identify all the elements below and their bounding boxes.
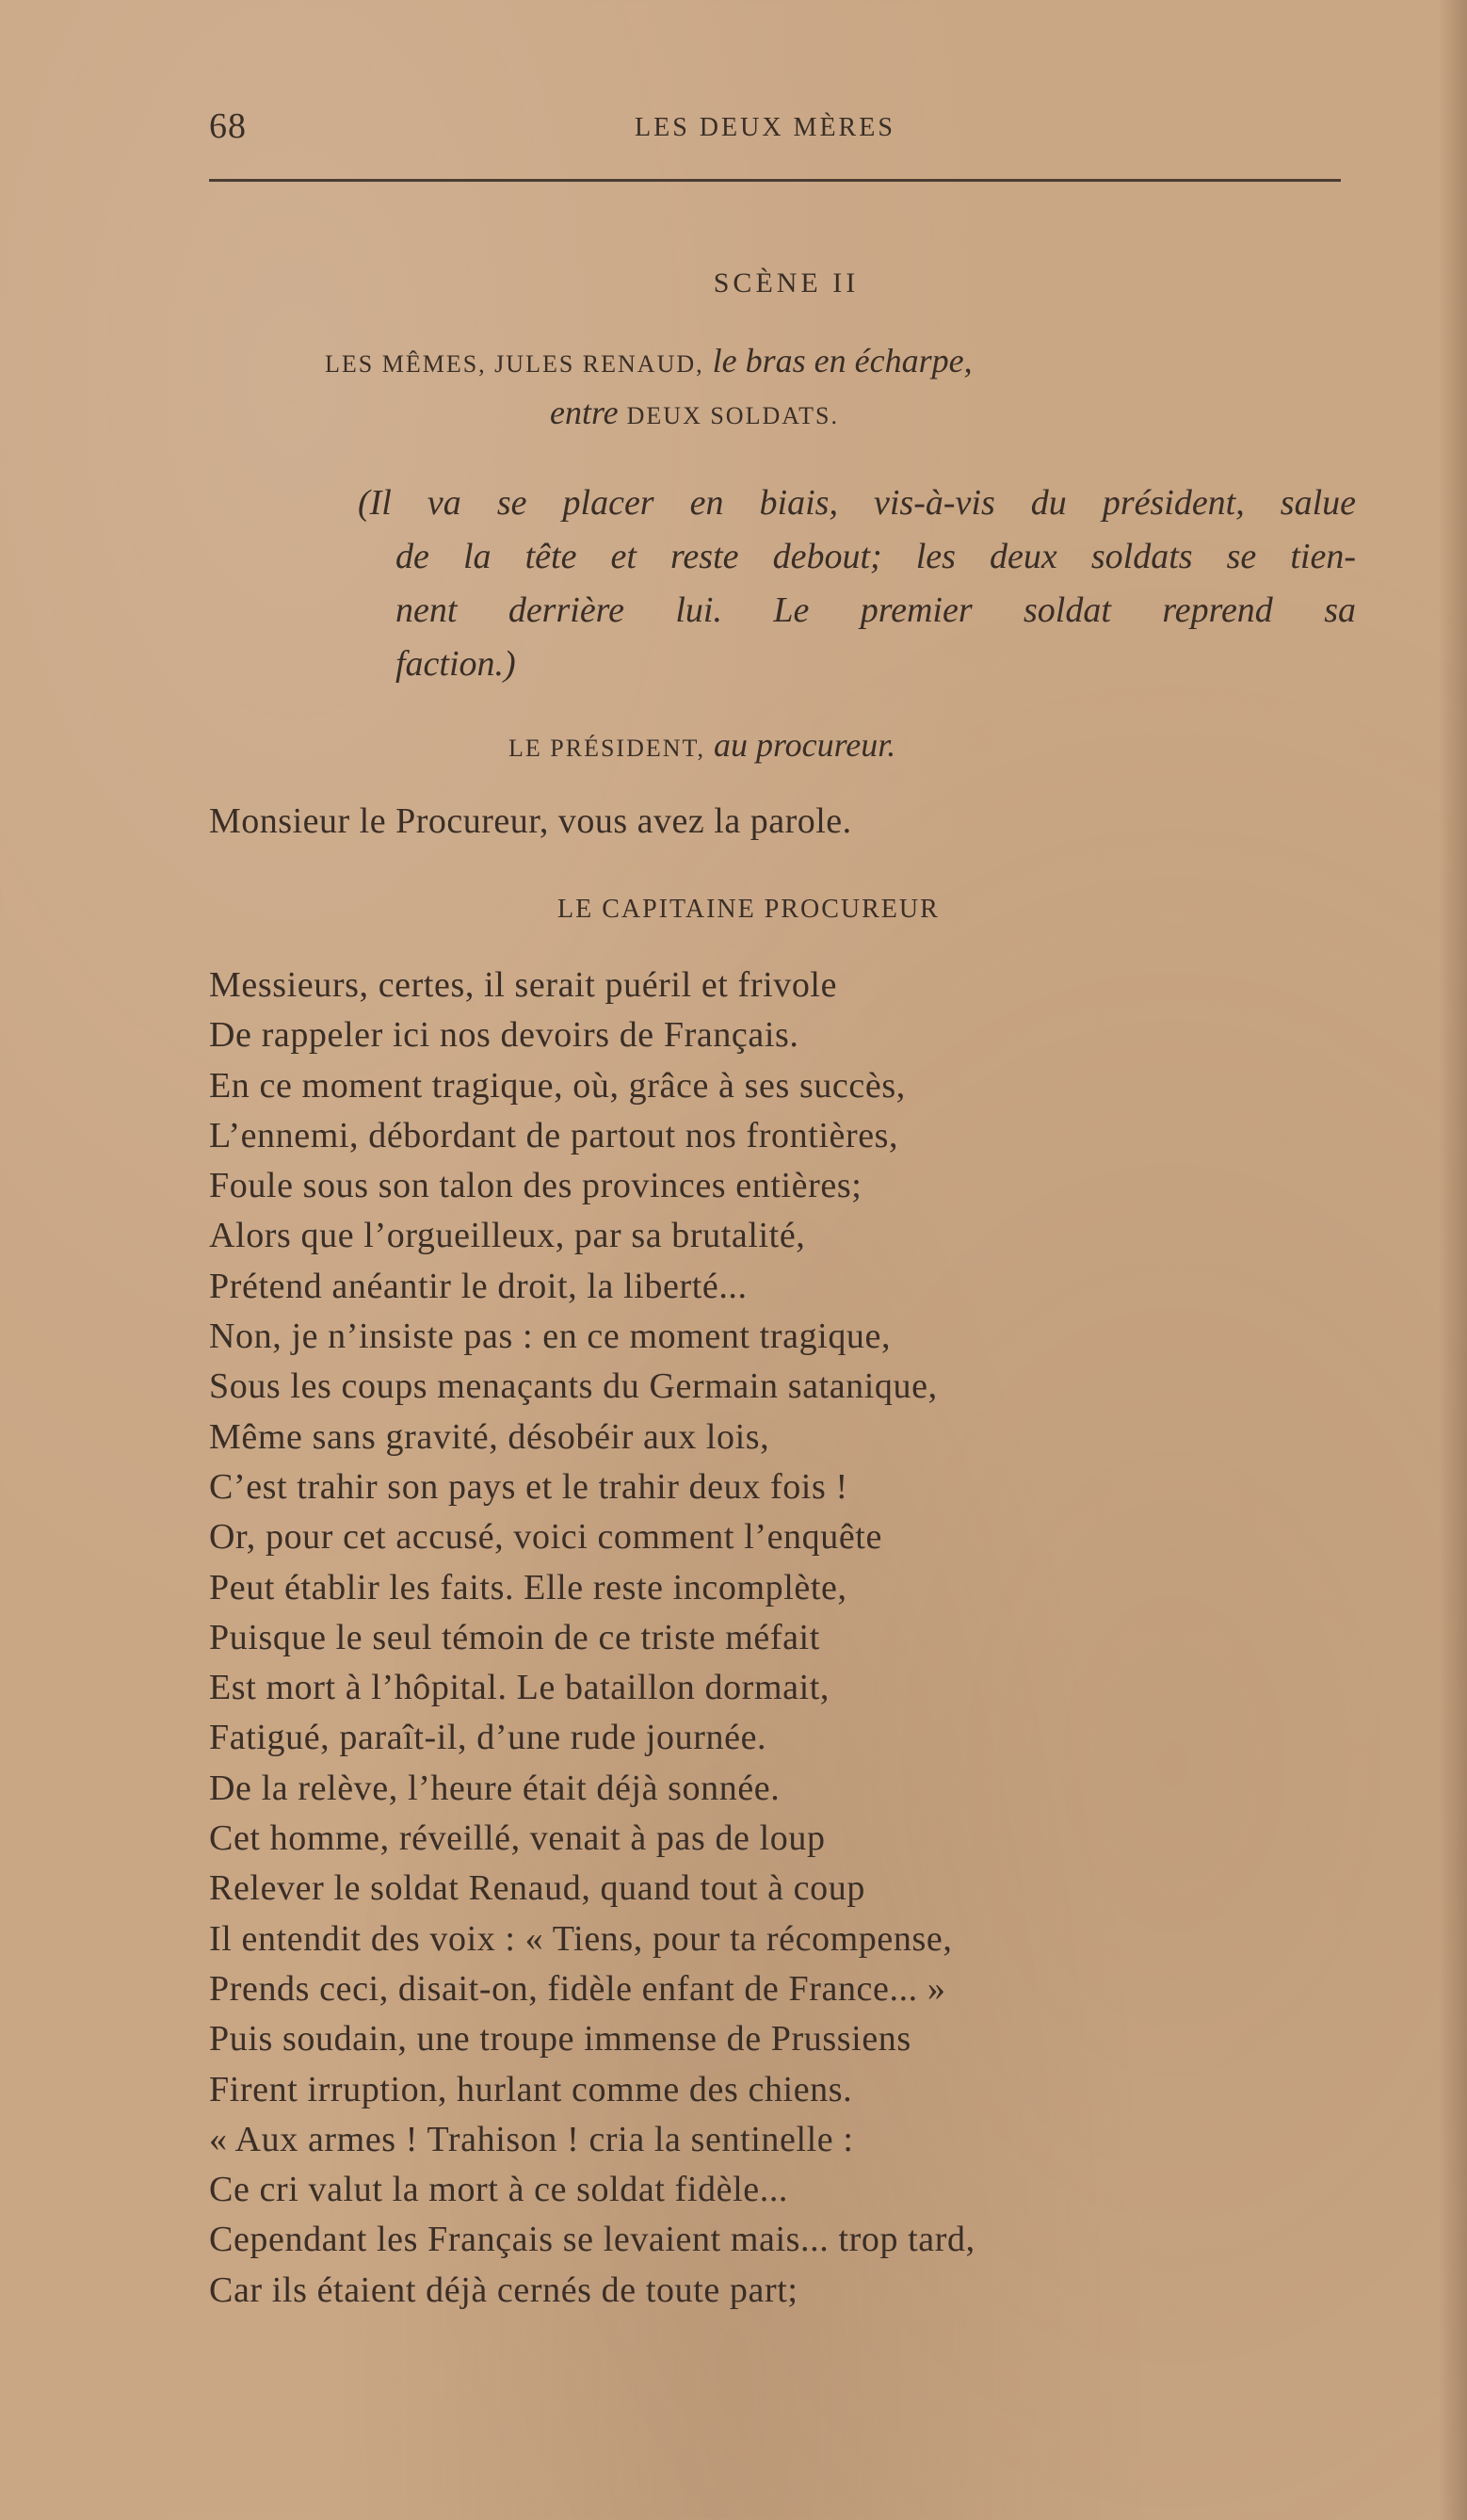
cast-line-1 [325, 341, 973, 380]
cast-direction-2: entre [550, 394, 619, 431]
page-edge-shadow [1439, 0, 1467, 2520]
stage-direction [358, 477, 1356, 691]
stage-direction-line: (Il va se placer en biais, vis-à-vis du président, salue [358, 483, 1356, 523]
verse-line: L’ennemi, débordant de partout nos frontières, [209, 1115, 899, 1155]
running-title: LES DEUX MÈRES [635, 113, 895, 142]
verse-line: C’est trahir son pays et le trahir deux fois ! [209, 1466, 848, 1507]
verse-line: Cet homme, réveillé, venait à pas de loup [209, 1818, 826, 1859]
verse-line: Or, pour cet accusé, voici comment l’enquête [209, 1517, 882, 1558]
header-rule [209, 179, 1341, 182]
scene-title: SCÈNE II [713, 267, 860, 299]
verse-line: Non, je n’insiste pas : en ce moment tragique, [209, 1317, 892, 1357]
cast-direction: le bras en écharpe, [712, 342, 973, 380]
verse-line: Firent irruption, hurlant comme des chiens. [209, 2069, 853, 2109]
verse-line: Ce cri valut la mort à ce soldat fidèle... [209, 2170, 789, 2210]
verse-line: Est mort à l’hôpital. Le bataillon dormait, [209, 1668, 830, 1708]
verse-line: Messieurs, certes, il serait puéril et frivole [209, 965, 838, 1005]
speaker-name: LE PRÉSIDENT, [508, 735, 705, 762]
verse-line: Il entendit des voix : « Tiens, pour ta récompense, [209, 1918, 953, 1959]
speaker-president [508, 725, 895, 765]
verse-line: Prends ceci, disait-on, fidèle enfant de France... » [209, 1968, 946, 2009]
verse-line: Prétend anéantir le droit, la liberté... [209, 1266, 748, 1306]
speaker-direction: au procureur. [713, 726, 896, 764]
page-number: 68 [209, 106, 247, 146]
verse-line: Sous les coups menaçants du Germain satanique, [209, 1366, 938, 1407]
verse-line: Alors que l’orgueilleux, par sa brutalité, [209, 1216, 806, 1256]
verse-line: Puisque le seul témoin de ce triste méfait [209, 1617, 820, 1657]
verse-line: Même sans gravité, désobéir aux lois, [209, 1416, 770, 1457]
verse-line: Puis soudain, une troupe immense de Prussiens [209, 2019, 911, 2060]
verse-line: Fatigué, paraît-il, d’une rude journée. [209, 1718, 767, 1758]
procureur-verse [209, 961, 1358, 2316]
speaker-procureur: LE CAPITAINE PROCUREUR [557, 895, 940, 924]
stage-direction-line: de la tête et reste debout; les deux soldats se tien- [395, 537, 1356, 576]
verse-line: Cependant les Français se levaient mais... trop tard, [209, 2220, 975, 2260]
verse-line: En ce moment tragique, où, grâce à ses succès, [209, 1065, 906, 1106]
verse-line: De la relève, l’heure était déjà sonnée. [209, 1768, 781, 1808]
verse-line: « Aux armes ! Trahison ! cria la sentinelle : [209, 2119, 854, 2159]
president-speech: Monsieur le Procureur, vous avez la parole. [209, 801, 852, 841]
verse-line: Peut établir les faits. Elle reste incomplète, [209, 1567, 847, 1607]
verse-line: Foule sous son talon des provinces entières; [209, 1166, 862, 1206]
cast-names: LES MÊMES, JULES RENAUD, [325, 350, 704, 378]
page-header [209, 105, 1339, 153]
verse-line: Relever le soldat Renaud, quand tout à coup [209, 1868, 865, 1909]
verse-line: Car ils étaient déjà cernés de toute part; [209, 2270, 798, 2310]
stage-direction-line: faction.) [395, 644, 516, 684]
stage-direction-line: nent derrière lui. Le premier soldat reprend sa [395, 590, 1356, 630]
verse-line: De rappeler ici nos devoirs de Français. [209, 1015, 799, 1056]
cast-names-2: DEUX SOLDATS. [626, 402, 839, 429]
cast-line-2 [550, 393, 839, 432]
